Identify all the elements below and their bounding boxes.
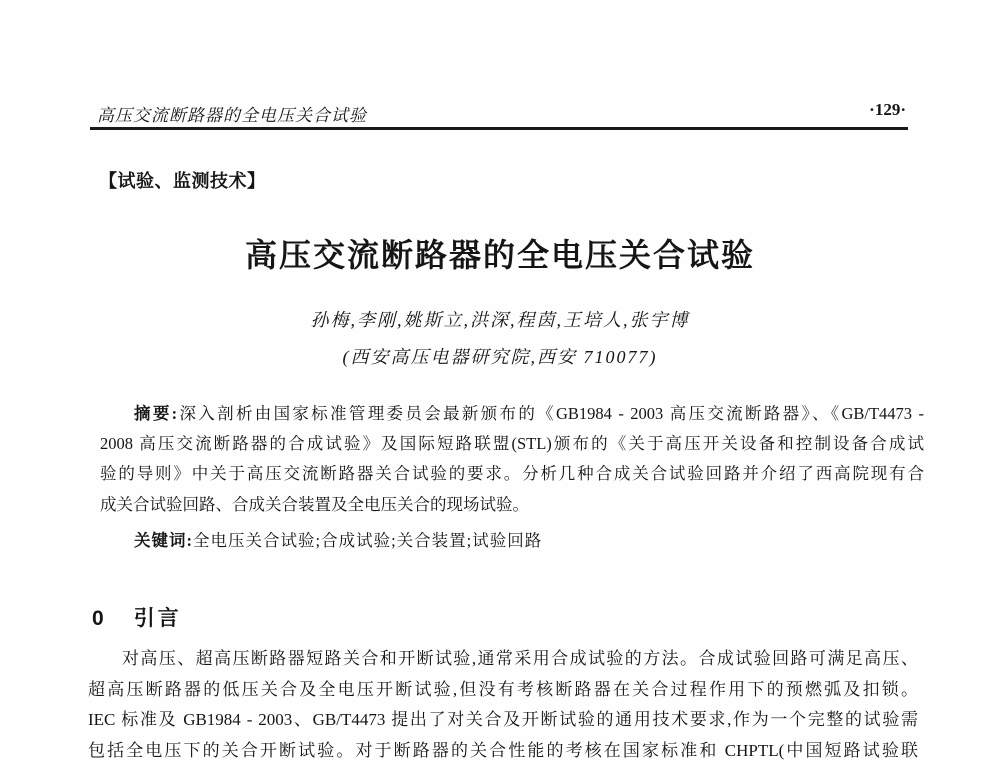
keywords-line [100, 527, 924, 551]
section-number: 0 [92, 607, 104, 630]
body-line: 超高压断路器的低压关合及全电压开断试验,但没有考核断路器在关合过程作用下的预燃弧及扣锁。 [88, 679, 918, 699]
abstract-label: 摘要: [134, 404, 178, 423]
abstract-line: 成关合试验回路、合成关合装置及全电压关合的现场试验。 [100, 494, 529, 514]
page-number: ·129· [869, 100, 906, 119]
authors-line: 孙梅,李刚,姚斯立,洪深,程茵,王培人,张宇博 [310, 310, 690, 330]
affiliation-line: (西安高压电器研究院,西安 710077) [342, 347, 658, 367]
abstract-block [100, 399, 924, 520]
running-header-title: 高压交流断路器的全电压关合试验 [97, 106, 367, 125]
body-line: IEC 标准及 GB1984 - 2003、GB/T4473 提出了对关合及开断试验的通用技术要求,作为一个完整的试验需 [88, 710, 918, 730]
abstract-line [100, 399, 924, 429]
header-rule [90, 127, 908, 130]
abstract-text: 深入剖析由国家标准管理委员会最新颁布的《GB1984 - 2003 高压交流断路器》、《GB/T4473 - [177, 404, 924, 423]
section-heading [92, 602, 182, 632]
abstract-line: 验的导则》中关于高压交流断路器关合试验的要求。分析几种合成关合试验回路并介绍了西高院现有合 [100, 464, 924, 484]
body-line: 对高压、超高压断路器短路关合和开断试验,通常采用合成试验的方法。合成试验回路可满足高压、 [122, 649, 918, 668]
abstract-line: 2008 高压交流断路器的合成试验》及国际短路联盟(STL)颁布的《关于高压开关设备和控制设备合成试 [100, 434, 924, 454]
body-paragraph [88, 644, 918, 760]
keywords-text: 全电压关合试验;合成试验;关合装置;试验回路 [193, 531, 543, 550]
section-title: 引言 [133, 607, 182, 630]
body-line: 包括全电压下的关合开断试验。对于断路器的关合性能的考核在国家标准和 CHPTL(中国短路试验联 [88, 740, 918, 760]
column-label: 【试验、监测技术】 [99, 171, 266, 191]
article-title: 高压交流断路器的全电压关合试验 [244, 237, 755, 273]
keywords-label: 关键词: [134, 531, 193, 550]
